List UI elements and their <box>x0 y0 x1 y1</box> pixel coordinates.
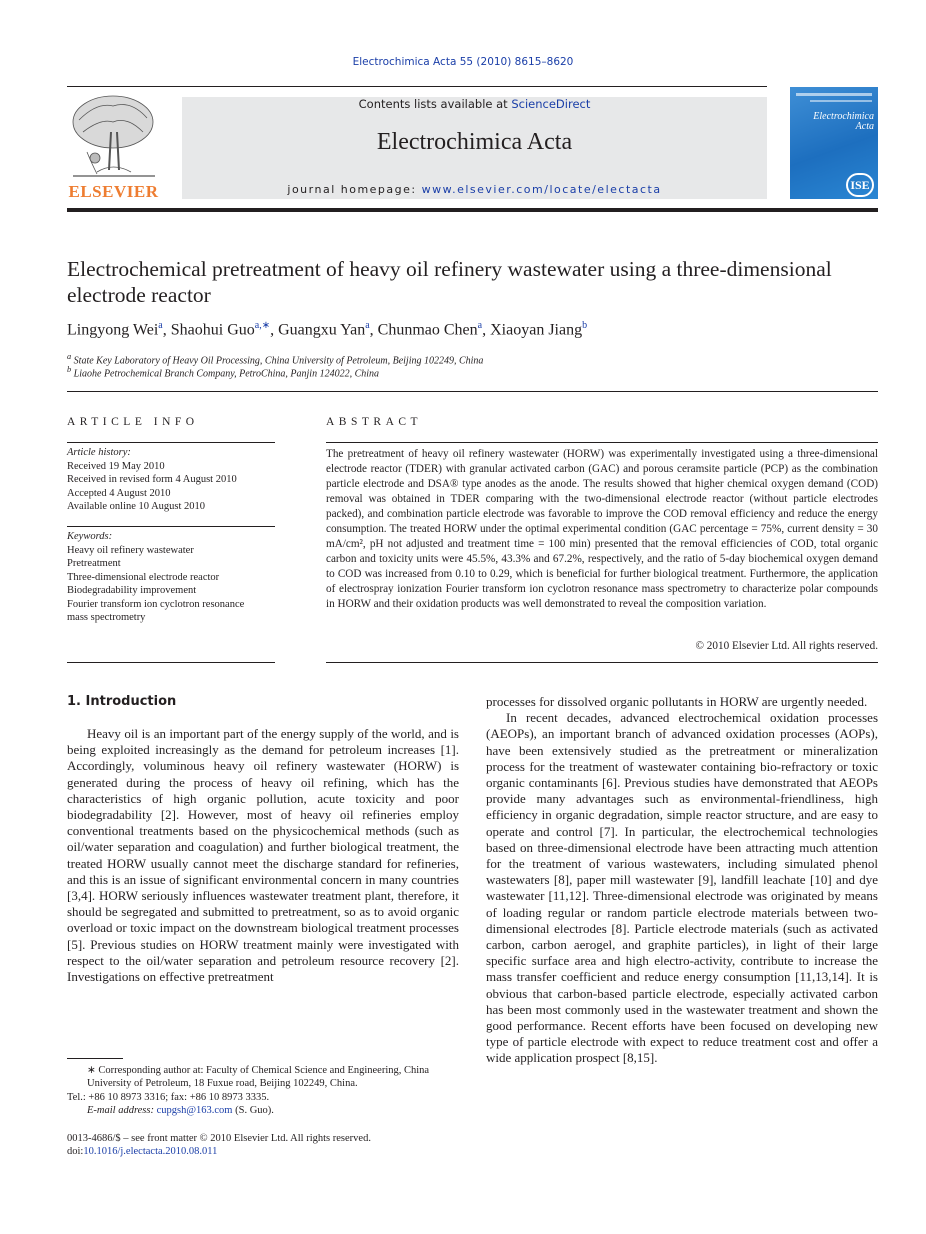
author-name[interactable]: Shaohui Guo <box>170 321 255 339</box>
sciencedirect-link[interactable]: ScienceDirect <box>511 97 591 111</box>
body-left-column <box>67 726 459 985</box>
affiliation-mark: b <box>67 365 72 374</box>
footnote-line: ∗ Corresponding author at: Faculty of Chemical Science and Engineering, China University of Petroleum, 18 Fuxue road, Beijing 102249, China. <box>87 1065 430 1090</box>
info-rule <box>67 442 275 443</box>
affiliation-text: State Key Laboratory of Heavy Oil Processing, China University of Petroleum, Beijing 102249, China <box>73 355 484 367</box>
doi-link[interactable]: 10.1016/j.electacta.2010.08.011 <box>83 1146 218 1158</box>
corresponding-author-footnote <box>67 1064 459 1117</box>
homepage-link[interactable]: www.elsevier.com/locate/electacta <box>421 183 662 196</box>
contents-line <box>182 97 767 111</box>
author-affil-mark[interactable]: a,∗ <box>254 320 271 331</box>
keyword-item: Biodegradability improvement <box>67 585 197 596</box>
keyword-item: Pretreatment <box>67 558 121 569</box>
cover-stripe <box>810 100 872 102</box>
info-rule <box>67 526 275 527</box>
info-rule <box>67 662 275 663</box>
keywords-block <box>67 530 277 625</box>
author-affil-mark[interactable]: a <box>365 320 370 331</box>
header-top-rule <box>67 86 767 87</box>
author-affil-mark[interactable]: b <box>582 320 588 331</box>
author-name[interactable]: Chunmao Chen <box>377 321 478 339</box>
doi-line <box>67 1145 567 1158</box>
bottom-metadata <box>67 1132 567 1159</box>
author-name[interactable]: Xiaoyan Jiang <box>490 321 583 339</box>
doi-label: doi: <box>67 1146 84 1158</box>
history-item: Accepted 4 August 2010 <box>67 487 171 499</box>
author-name[interactable]: Guangxu Yan <box>278 321 366 339</box>
keywords-label: Keywords: <box>67 531 113 542</box>
affiliation-text: Liaohe Petrochemical Branch Company, PetroChina, Panjin 124022, China <box>73 368 380 380</box>
footnote-rule <box>67 1058 123 1059</box>
body-paragraph: processes for dissolved organic pollutants in HORW are urgently needed. <box>486 694 868 709</box>
abstract-rule <box>326 662 878 663</box>
keyword-item: mass spectrometry <box>67 612 146 623</box>
header-bottom-rule <box>67 208 878 212</box>
issn-line: 0013-4686/$ – see front matter © 2010 Elsevier Ltd. All rights reserved. <box>67 1133 371 1144</box>
keyword-item: Heavy oil refinery wastewater <box>67 544 194 556</box>
cover-stripe <box>796 93 872 96</box>
journal-name: Electrochimica Acta <box>376 129 573 155</box>
journal-homepage-line <box>182 183 767 196</box>
author-list: Lingyong Wei$^a$, Shaohui Guo$^{a,∗}$, Guangxu Yan$^a$, Chunmao Chen$^a$, Xiaoyan Jiang$^b$ <box>67 320 588 339</box>
keyword-item: Fourier transform ion cyclotron resonance <box>67 598 245 610</box>
affiliation-mark: a <box>67 352 72 361</box>
article-title: Electrochemical pretreatment of heavy oil refinery wastewater using a three-dimensional electrode reactor <box>67 257 832 307</box>
history-label: Article history: <box>67 447 131 458</box>
abstract-rule <box>326 442 878 443</box>
author-affil-mark[interactable]: a <box>158 320 163 331</box>
cover-ise-badge: ISE <box>846 173 874 197</box>
abstract-copyright: © 2010 Elsevier Ltd. All rights reserved. <box>695 640 878 652</box>
article-history <box>67 446 277 514</box>
elsevier-wordmark: ELSEVIER <box>68 182 159 201</box>
cover-title: Electrochimica Acta <box>813 111 874 132</box>
keyword-item: Three-dimensional electrode reactor <box>67 571 220 583</box>
body-paragraph: In recent decades, advanced electrochemical oxidation processes (AEOPs), an important branch of advanced oxidation processes (AOPs), have been extensively studied as the pretreatment or mineralization process for the treatment of wastewater containing bio-refractory or toxic organic contaminants [6]. Previous studies have demonstrated that AEOPs provide many advantages such as environmental-friendliness, high efficiency in organic degradation, simple reactor structure, and are easy to operate and control [7]. In particular, the electrochemical technologies based on three-dimensional electrode have been attracting much attention for the treatment of various wastewaters, including simulated phenol wastewaters [8], paper mill wastewater [9], landfill leachate [10] and dye wastewater [11,12]. Three-dimensional electrode was originated by means of loading regular or random particle electrode materials between two-dimensional electrodes [8]. Particle electrode materials (such as activated carbon, carbon aerogel, and graphite particles), in light of their large specific surface area and high electro-activity, contribute to increase the mass transfer coefficient and reduce energy consumption [11,13,14]. It is obvious that carbon-based particle electrode, especially activated carbon has been most commonly used in the wastewater treatment and shown the good performance. Recent efforts have been focused on developing new type of particle electrode with expect to reduce treatment cost and offer a wide application prospect [8,15]. <box>486 710 878 1066</box>
contents-prefix: Contents lists available at <box>358 97 512 111</box>
journal-citation[interactable]: Electrochimica Acta 55 (2010) 8615–8620 <box>352 56 574 68</box>
journal-cover-image <box>790 87 878 199</box>
abstract-text: The pretreatment of heavy oil refinery wastewater (HORW) was experimentally investigated using a three-dimensional electrode reactor (TDER) with granular activated carbon (GAC) and porous ceramsite particle (PCP) as the combination particle electrode and DSA® type anodes as the anode. The results showed that higher chemical oxygen demand (COD) removal was obtained in TDER comparing with the two-dimensional electrode reactor (without particle electrodes packed), and combination particle electrode was favorable to improve the COD removal efficiency and reduce the energy consumption. The treated HORW under the optimal experimental condition (GAC percentage = 75%, current density = 30 mA/cm², pH not adjusted and treatment time = 100 min) presented that the removal efficiencies of COD, total organic carbon and toxicity units were 45.5%, 43.3% and 67.2%, respectively, and the ratio of 5-day biochemical oxygen demand to COD was increased from 0.10 to 0.29, which is beneficial for further biological treatment. Furthermore, the application of electrospray ionization Fourier transform ion cyclotron resonance mass spectrometry to characterize polar compounds in HORW and their oxidation products was well demonstrated to reveal the composition variation. <box>326 448 878 610</box>
affiliation-b <box>67 365 878 379</box>
history-item: Received in revised form 4 August 2010 <box>67 474 237 485</box>
footnote-email-line <box>67 1104 459 1117</box>
email-suffix: (S. Guo). <box>232 1104 274 1116</box>
author-affil-mark[interactable]: a <box>477 320 483 331</box>
email-link[interactable]: cupgsh@163.com <box>156 1104 233 1116</box>
homepage-prefix: journal homepage: <box>287 183 422 196</box>
body-paragraph: Heavy oil is an important part of the energy supply of the world, and is being exploited increasingly as the demand for petroleum increases [1]. Accordingly, voluminous heavy oil refinery wastewater (HORW) is generated during the process of heavy oil refining, which has the characteristics of high organic pollution, acute toxicity and poor biodegradability [2]. However, most of heavy oil refineries employ conventional treatments based on the physicochemical methods (such as oil/water separation and coagulation) and further biological treatment, the treated HORW usually cannot meet the discharge standard for refineries, and this is an issue of significant environmental concern in many countries [3,4]. HORW seriously influences wastewater treatment plant, therefore, it should be segregated and submitted to pretreatment, so as to avoid organic overload or toxic impact on the downstream biological treatment processes [5]. Previous studies on HORW treatment mainly were investigated with respect to the oil/water separation and petroleum resource recovery [2]. Investigations on effective pretreatment <box>67 726 459 985</box>
article-info-heading: ARTICLE INFO <box>67 416 199 428</box>
body-right-column <box>486 694 878 1067</box>
abstract-heading: ABSTRACT <box>326 416 423 428</box>
email-label: E-mail address: <box>87 1104 157 1116</box>
history-item: Available online 10 August 2010 <box>67 501 206 512</box>
section-heading: 1. Introduction <box>67 694 177 709</box>
history-item: Received 19 May 2010 <box>67 460 165 472</box>
title-block-rule <box>67 391 878 392</box>
footnote-line: Tel.: +86 10 8973 3316; fax: +86 10 8973 3335. <box>67 1091 270 1103</box>
author-name[interactable]: Lingyong Wei <box>67 321 159 339</box>
